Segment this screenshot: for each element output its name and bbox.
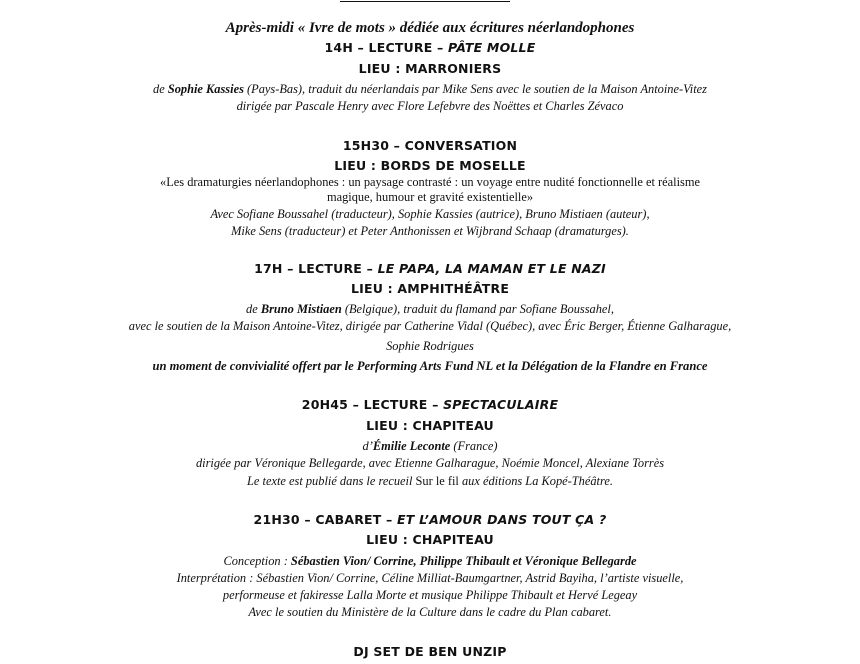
event-2-header: 15H30 – CONVERSATION xyxy=(342,138,518,153)
event-4-time-title: 20H45 – LECTURE – xyxy=(301,397,444,412)
event-1-header xyxy=(0,40,860,55)
event-3-credit-pre: de xyxy=(246,302,261,316)
event-1-credit-line-2: dirigée par Pascale Henry avec Flore Lefebvre des Noëttes et Charles Zévaco xyxy=(236,99,624,113)
event-3-credit-line-2: avec le soutien de la Maison Antoine-Vitez, dirigée par Catherine Vidal (Québec), avec Éric Berger, Étienne Galharague, xyxy=(128,319,732,333)
event-5-cast-line-2: performeuse et fakiresse Lalla Morte et musique Philippe Thibault et Hervé Legeay xyxy=(222,588,638,602)
event-1-credit-post: (Pays-Bas), traduit du néerlandais par Mike Sens avec le soutien de la Maison Antoine-Vitez xyxy=(243,82,707,96)
event-4-pub-post: aux éditions La Kopé-Théâtre. xyxy=(458,474,613,488)
event-5-concept-line xyxy=(0,554,860,569)
event-2-quote-line-2: magique, humour et gravité existentielle» xyxy=(326,190,534,204)
event-3-author: Bruno Mistiaen xyxy=(260,302,342,316)
event-5-time-title: 21H30 – CABARET – xyxy=(253,512,398,527)
event-4-title: SPECTACULAIRE xyxy=(443,397,559,412)
event-1-author: Sophie Kassies xyxy=(167,82,244,96)
event-4-credit-pre: d’ xyxy=(362,439,373,453)
event-1-credit-line-1 xyxy=(0,82,860,97)
top-divider xyxy=(340,1,510,2)
event-4-pub-title: Sur le fil xyxy=(415,474,459,488)
event-5-concept-names: Sébastien Vion/ Corrine, Philippe Thibault et Véronique Bellegarde xyxy=(290,554,637,568)
event-5-title: ET L’AMOUR DANS TOUT ÇA ? xyxy=(397,512,607,527)
intro-heading: Après-midi « Ivre de mots » dédiée aux écritures néerlandophones xyxy=(225,20,635,36)
closing-dj-set: DJ SET DE BEN UNZIP xyxy=(353,644,507,659)
event-3-credit-post: (Belgique), traduit du flamand par Sofiane Boussahel, xyxy=(341,302,614,316)
event-4-credit-line-1 xyxy=(0,439,860,454)
event-1-credit-pre: de xyxy=(153,82,168,96)
event-4-venue: LIEU : CHAPITEAU xyxy=(366,418,494,433)
event-1-venue: LIEU : MARRONIERS xyxy=(358,61,502,76)
event-4-header xyxy=(0,397,860,412)
event-3-sponsor-note: un moment de convivialité offert par le Performing Arts Fund NL et la Délégation de la Flandre en France xyxy=(152,359,708,373)
event-4-publication-line xyxy=(0,474,860,489)
event-4-author: Émilie Leconte xyxy=(372,439,451,453)
event-5-cast-line-1: Interprétation : Sébastien Vion/ Corrine, Céline Milliat-Baumgartner, Astrid Bayiha, l’artiste visuelle, xyxy=(176,571,684,585)
event-3-header xyxy=(0,261,860,276)
event-3-credit-line-3: Sophie Rodrigues xyxy=(386,339,474,353)
event-3-title: LE PAPA, LA MAMAN ET LE NAZI xyxy=(377,261,606,276)
event-2-venue: LIEU : BORDS DE MOSELLE xyxy=(334,158,526,173)
event-5-venue: LIEU : CHAPITEAU xyxy=(366,532,494,547)
event-3-credit-line-1 xyxy=(0,302,860,317)
event-2-guests-line-2: Mike Sens (traducteur) et Peter Anthonissen et Wijbrand Schaap (dramaturges). xyxy=(231,224,629,238)
event-2-guests-line-1: Avec Sofiane Boussahel (traducteur), Sophie Kassies (autrice), Bruno Mistiaen (auteur), xyxy=(210,207,650,221)
event-4-credit-post: (France) xyxy=(450,439,498,453)
event-2-quote-line-1: «Les dramaturgies néerlandophones : un paysage contrasté : un voyage entre nudité fonctionnelle et réalisme xyxy=(160,175,700,189)
event-5-support-line: Avec le soutien du Ministère de la Culture dans le cadre du Plan cabaret. xyxy=(248,605,612,619)
event-5-concept-pre: Conception : xyxy=(223,554,291,568)
event-5-header xyxy=(0,512,860,527)
event-1-title: PÂTE MOLLE xyxy=(448,40,536,55)
event-4-credit-line-2: dirigée par Véronique Bellegarde, avec Etienne Galharague, Noémie Moncel, Alexiane Torrès xyxy=(195,456,665,470)
event-3-venue: LIEU : AMPHITHÉÂTRE xyxy=(350,281,510,296)
event-4-pub-pre: Le texte est publié dans le recueil xyxy=(247,474,416,488)
event-1-time-title: 14H – LECTURE – xyxy=(324,40,449,55)
event-3-time-title: 17H – LECTURE – xyxy=(254,261,378,276)
